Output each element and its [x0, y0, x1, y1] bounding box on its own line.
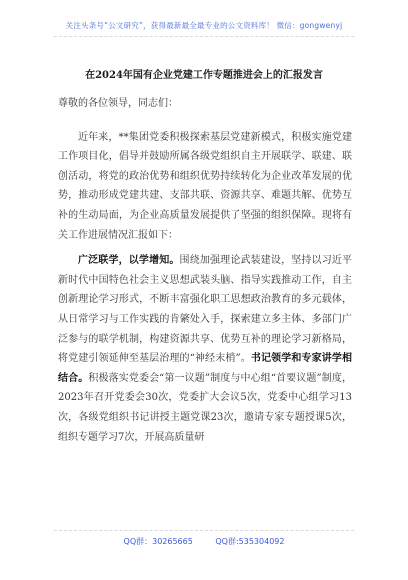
subsection-heading: 书记领学和专家讲学相结合。 — [58, 353, 352, 384]
section-heading: 广泛联学，以学增知。 — [78, 255, 180, 267]
header-divider — [54, 36, 354, 37]
paragraph-intro: 近年来，**集团党委积极探索基层党建新模式，积极实施党建工作项目化，倡导并鼓励所属各级党组织自主开展联学、联建、联创活动，将党的政治优势和组织优势持续转化为企业改革发展的优势，推动形成党建共建、支部共联、资源共享、难题共解、优势互补的生动局面，为企业高质量发展提供了坚强的组织保障。现将有关工作进展情况汇报如下： — [58, 131, 352, 241]
header-notice: 关注头条号“公文研究”，获得最新最全最专业的公文资料库！ 微信：gongwenyj — [65, 21, 343, 30]
document-body — [58, 94, 352, 447]
qq-group-1: QQ群：30265665 — [123, 537, 193, 546]
paragraph-study — [58, 251, 352, 447]
document-title: 在2024年国有企业党建工作专题推进会上的汇报发言 — [85, 70, 323, 81]
qq-group-2: QQ群:535304092 — [215, 537, 285, 546]
paragraph-text-continued: 积极落实党委会“第一议题”制度与中心组“首要议题”制度，2023年召开党委会30次，党委扩大会议5次，党委中心组学习13次，各级党组织书记讲授主题党课23次，邀请专家专题授课5次，组织专题学习7次，开展高质量研 — [58, 372, 353, 443]
footer-divider — [54, 530, 354, 531]
paragraph-text: 围绕加强理论武装建设，坚持以习近平新时代中国特色社会主义思想武装头脑、指导实践推动工作，自主创新理论学习形式，不断丰富强化职工思想政治教育的多元载体，从日常学习与工作实践的肯綮处入手，探索建立多主体、多部门广泛参与的联学机制，构建资源共享、优势互补的理论学习新格局，将党建引领延伸至基层治理的“神经末梢”。 — [58, 255, 353, 365]
salutation: 尊敬的各位领导，同志们： — [58, 98, 178, 109]
footer-contacts — [0, 536, 408, 547]
